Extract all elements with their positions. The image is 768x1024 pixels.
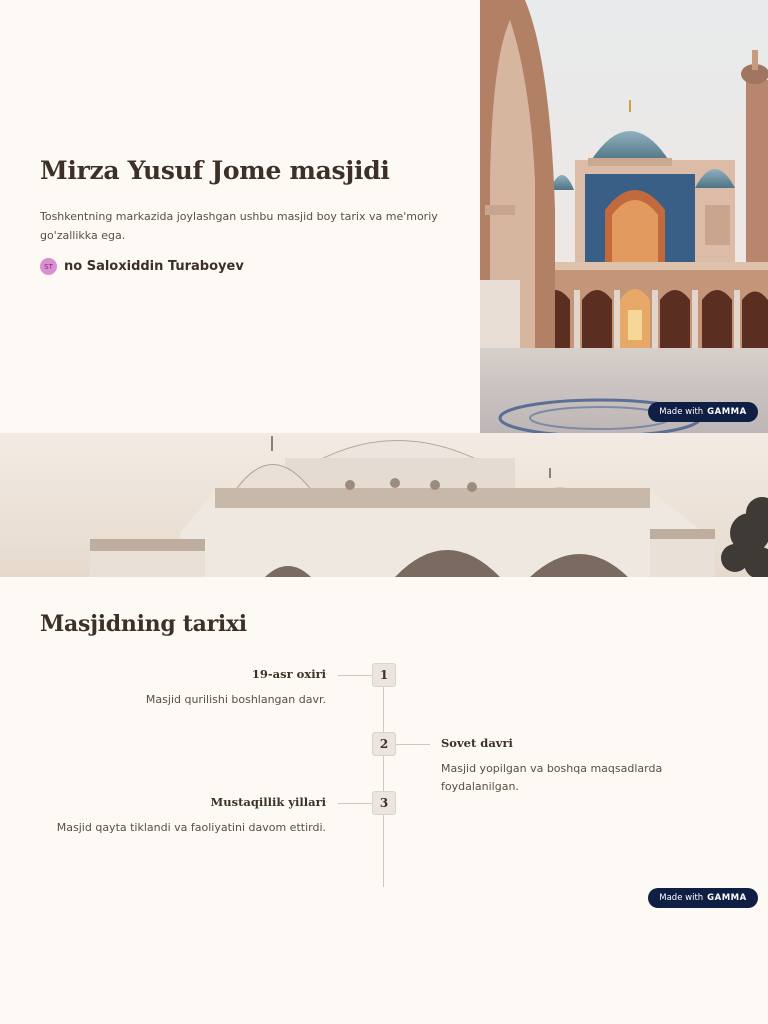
history-heading: Masjidning tarixi (40, 611, 247, 637)
page-subtitle: Toshkentning markazida joylashgan ushbu masjid boy tarix va me'moriy go'zallikka ega. (40, 210, 438, 242)
timeline-marker-2: 2 (372, 732, 396, 756)
title-slide (0, 0, 768, 433)
made-with-gamma-badge[interactable] (648, 402, 758, 422)
history-slide (0, 577, 768, 1024)
timeline-connector (338, 803, 372, 804)
author-name: no Saloxiddin Turaboyev (64, 259, 244, 274)
mosque-banner-image (0, 433, 768, 577)
timeline-line (383, 673, 384, 887)
timeline-marker-1: 1 (372, 663, 396, 687)
mosque-courtyard-image (480, 0, 768, 433)
avatar: ST (40, 258, 57, 275)
timeline-connector (396, 744, 430, 745)
page-title: Mirza Yusuf Jome masjidi (40, 156, 390, 185)
timeline-desc-3: Masjid qayta tiklandi va faoliyatini davom ettirdi. (56, 821, 326, 834)
badge-brand: GAMMA (707, 893, 747, 903)
author[interactable] (40, 258, 244, 275)
timeline-connector (338, 675, 372, 676)
badge-prefix: Made with (659, 407, 704, 417)
timeline-title-2: Sovet davri (441, 736, 513, 750)
timeline-title-1: 19-asr oxiri (251, 667, 326, 681)
timeline-title-3: Mustaqillik yillari (210, 795, 326, 809)
timeline-desc-1: Masjid qurilishi boshlangan davr. (145, 693, 326, 706)
badge-brand: GAMMA (707, 407, 747, 417)
timeline-marker-3: 3 (372, 791, 396, 815)
timeline-desc-2: Masjid yopilgan va boshqa maqsadlarda foydalanilgan. (441, 762, 663, 793)
badge-prefix: Made with (659, 893, 704, 903)
made-with-gamma-badge[interactable] (648, 888, 758, 908)
